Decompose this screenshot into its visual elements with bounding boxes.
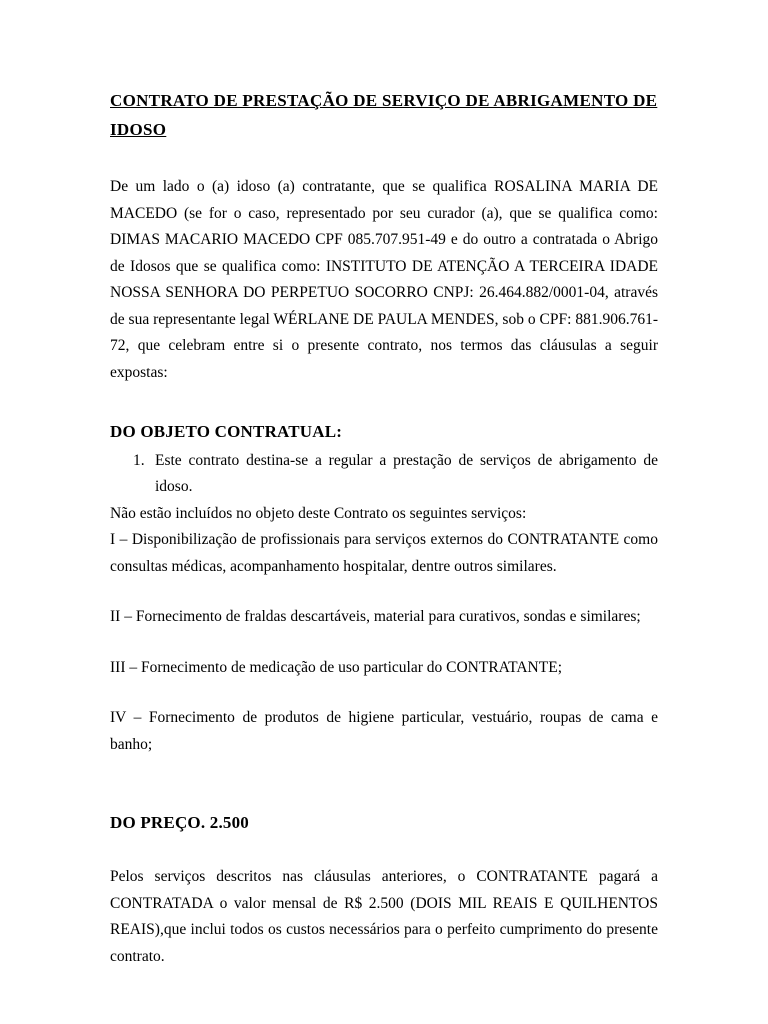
preco-paragraph: Pelos serviços descritos nas cláusulas anteriores, o CONTRATANTE pagará a CONTRATADA o valor mensal de R$ 2.500 (DOIS MIL REAIS E QUILHENTOS REAIS),que inclui todos os custos necessários para o perfeito cumprimento do presente contrato. — [110, 868, 658, 965]
clause-ii: II – Fornecimento de fraldas descartáveis, material para curativos, sondas e similares; — [110, 608, 641, 626]
list-item-number: 1. — [133, 451, 145, 469]
not-included-intro: Não estão incluídos no objeto deste Contrato os seguintes serviços: — [110, 504, 527, 522]
list-item-text: Este contrato destina-se a regular a prestação de serviços de abrigamento de idoso. — [155, 451, 658, 496]
clause-iii: III – Fornecimento de medicação de uso particular do CONTRATANTE; — [110, 658, 562, 676]
clause-iv: IV – Fornecimento de produtos de higiene particular, vestuário, roupas de cama e banho; — [110, 709, 658, 753]
section-heading-objeto: DO OBJETO CONTRATUAL: — [110, 422, 343, 442]
document-title: CONTRATO DE PRESTAÇÃO DE SERVIÇO DE ABRIGAMENTO DE IDOSO — [110, 91, 658, 140]
clause-i: I – Disponibilização de profissionais para serviços externos do CONTRATANTE como consultas médicas, acompanhamento hospitalar, dentre outros similares. — [110, 531, 658, 575]
numbered-list-item — [110, 448, 658, 501]
intro-paragraph: De um lado o (a) idoso (a) contratante, que se qualifica ROSALINA MARIA DE MACEDO (se for o caso, representado por seu curador (a), que se qualifica como: DIMAS MACARIO MACEDO CPF 085.707.951-49 e do outro a contratada o Abrigo de Idosos que se qualifica como: INSTITUTO DE ATENÇÃO A TERCEIRA IDADE NOSSA SENHORA DO PERPETUO SOCORRO CNPJ: 26.464.882/0001-04, através de sua representante legal WÉRLANE DE PAULA MENDES, sob o CPF: 881.906.761-72, que celebram entre si o presente contrato, nos termos das cláusulas a seguir expostas: — [110, 178, 658, 381]
section-heading-preco: DO PREÇO. 2.500 — [110, 813, 249, 833]
